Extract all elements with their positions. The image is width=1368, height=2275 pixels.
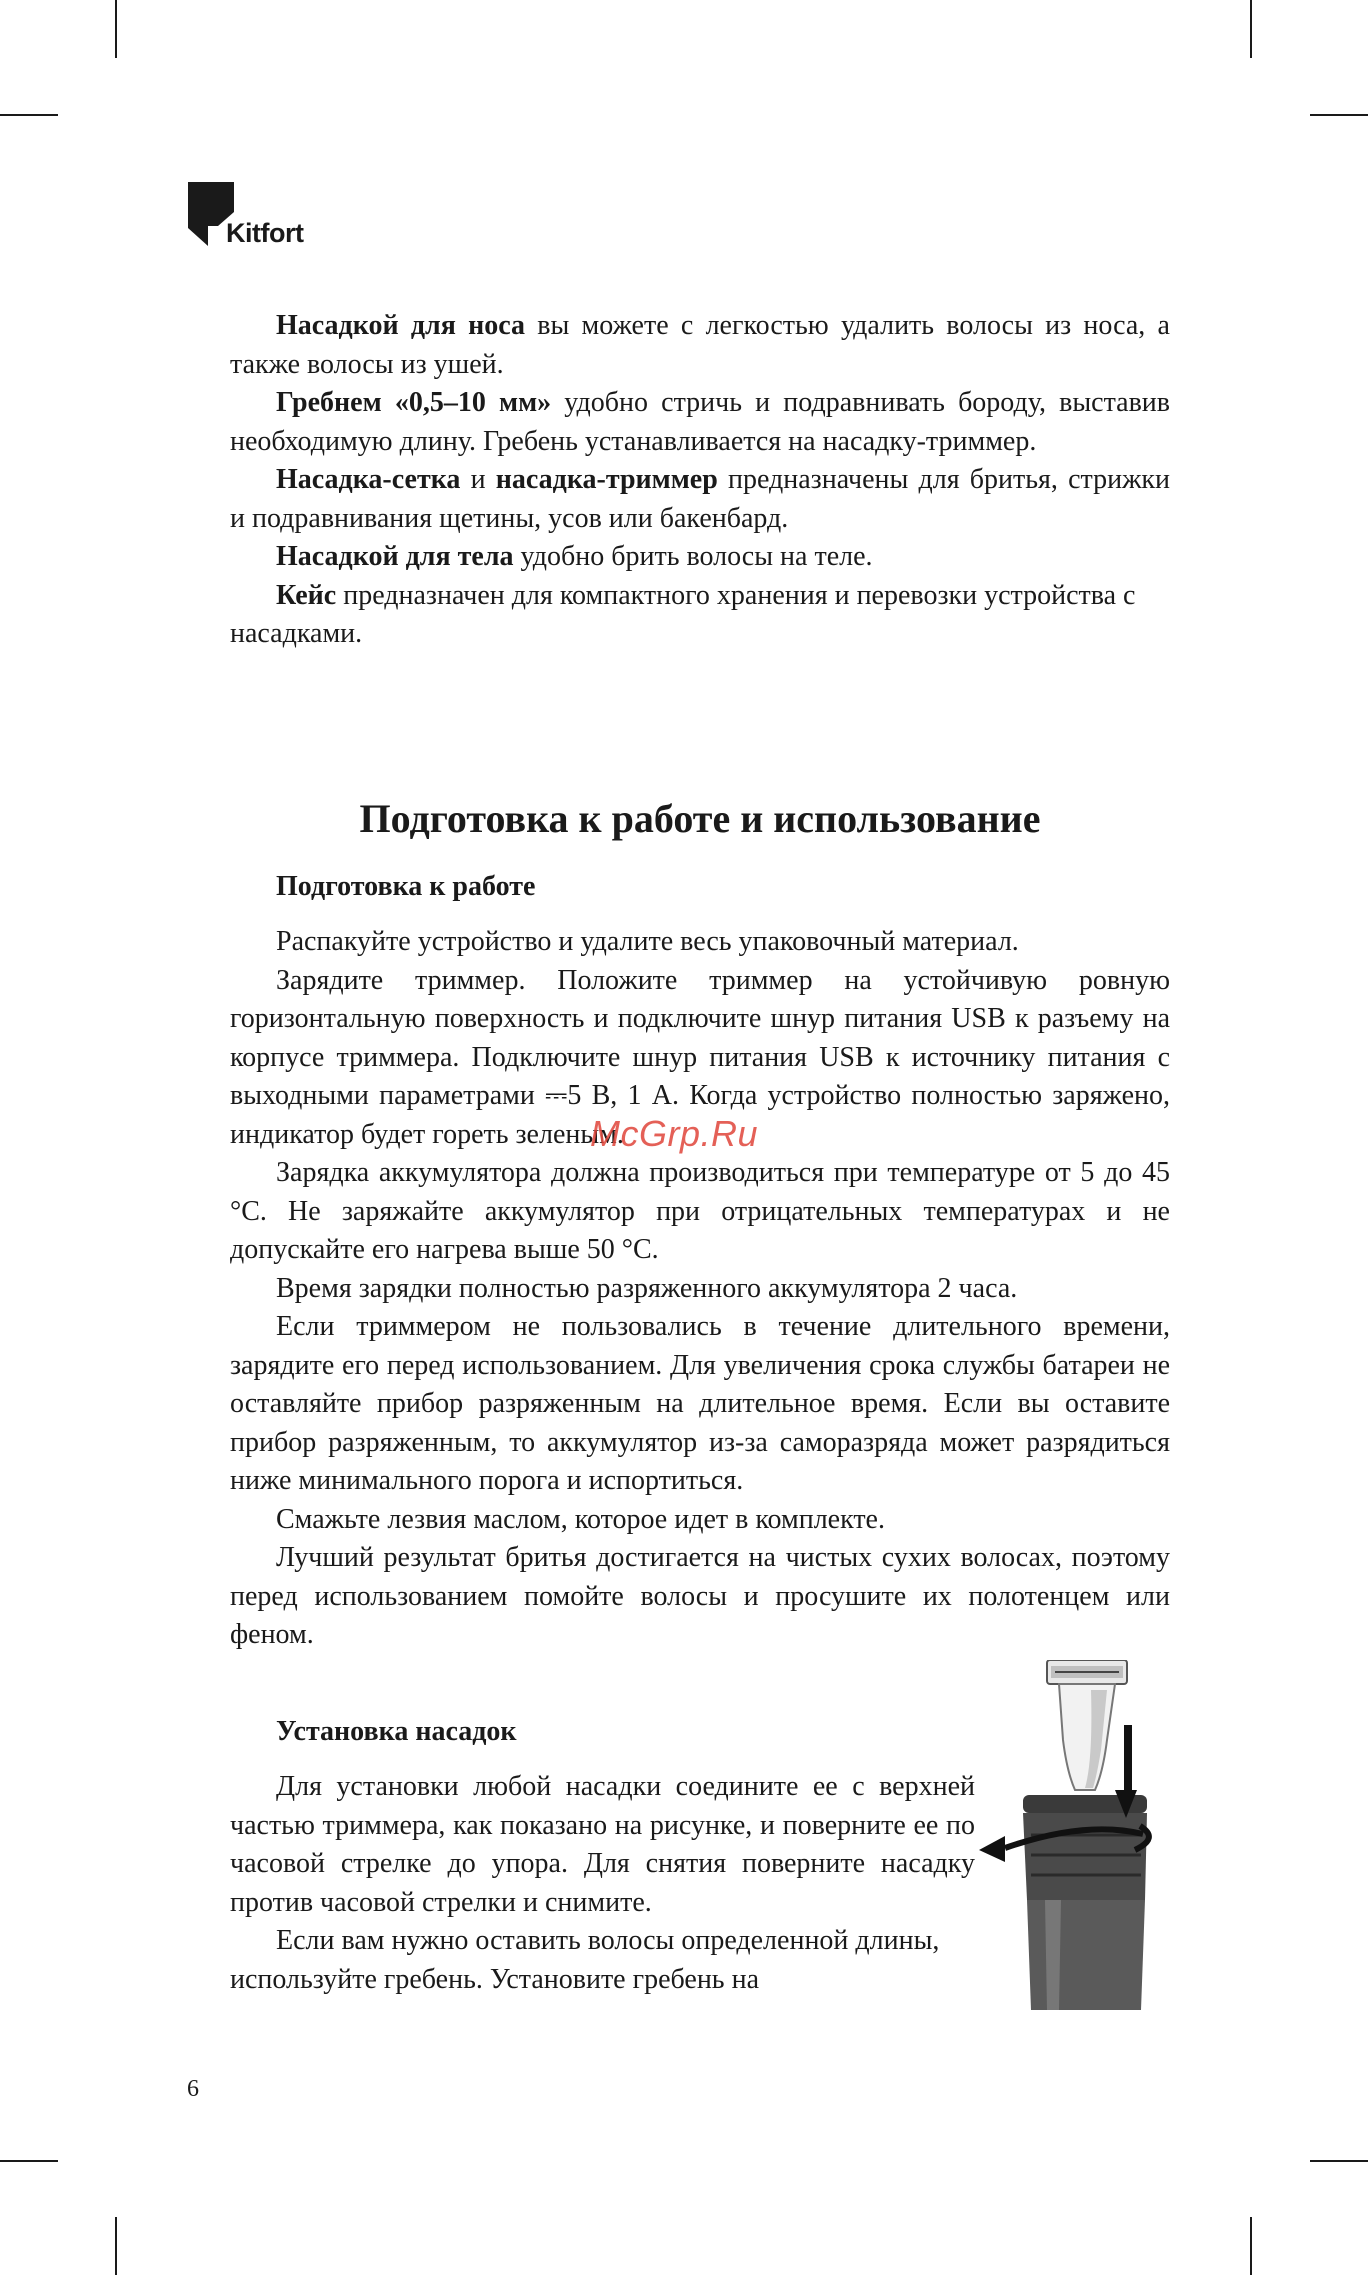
crop-mark (1250, 2217, 1252, 2275)
attach-section (230, 1768, 975, 1999)
crop-mark (0, 114, 58, 116)
paragraph-foil-trimmer: Насадка-сетка и насадка-триммер предназначены для бритья, стрижки и подравнивания щетины, усов или бакенбард. (230, 464, 1171, 534)
prep-heading: Подготовка к работе (276, 871, 536, 902)
paragraph-oil: Смажьте лезвия маслом, которое идет в комплекте. (276, 1503, 885, 1535)
crop-mark (115, 2217, 117, 2275)
page-number: 6 (187, 2076, 199, 2102)
attach-heading: Установка насадок (276, 1716, 517, 1747)
watermark: McGrp.Ru (590, 1113, 759, 1154)
paragraph-best-result: Лучший результат бритья достигается на чистых сухих волосах, поэтому перед использованием помойте волосы и просушите их полотенцем или феном. (230, 1542, 1170, 1650)
paragraph-charge-time: Время зарядки полностью разряженного аккумулятора 2 часа. (276, 1272, 1018, 1304)
prep-section (230, 923, 1170, 1655)
paragraph-charge: Зарядите триммер. Положите триммер на устойчивую ровную горизонтальную поверхность и подключите шнур питания USB к разъему на корпусе триммера. Подключите шнур питания USB к источнику питания с выходными параметрами ⎓5 В, 1 А. Когда устройство полностью заряжено, индикатор будет гореть зеленым. (230, 964, 1170, 1150)
intro-section (230, 307, 1170, 654)
paragraph-long-storage: Если триммером не пользовались в течение длительного времени, зарядите его перед использованием. Для увеличения срока службы батареи не оставляйте прибор разряженным на длительное время. Если вы оставите прибор разряженным, то аккумулятор из-за саморазряда может разрядиться ниже минимального порога и испортиться. (230, 1311, 1170, 1496)
crop-mark (1310, 2160, 1368, 2162)
trimmer-rotation-illustration (975, 1660, 1155, 2010)
section-title-wrap (230, 795, 1170, 843)
brand-logo (188, 182, 338, 252)
paragraph-install: Для установки любой насадки соедините ее с верхней частью триммера, как показано на рисунке, и поверните ее по часовой стрелке до упора. Для снятия поверните насадку против часовой стрелки и снимите. (230, 1771, 975, 1918)
paragraph-comb-length: Если вам нужно оставить волосы определенной длины, используйте гребень. Установите гребень на (230, 1925, 940, 1995)
crop-mark (0, 2160, 58, 2162)
crop-mark (1250, 0, 1252, 58)
crop-mark (1310, 114, 1368, 116)
section-title: Подготовка к работе и использование (359, 796, 1041, 841)
paragraph-unpack: Распакуйте устройство и удалите весь упаковочный материал. (276, 926, 1019, 957)
paragraph-nose-attachment: Насадкой для носа вы можете с легкостью удалить волосы из носа, а также волосы из ушей. (230, 310, 1170, 380)
crop-mark (115, 0, 117, 58)
paragraph-body-attachment: Насадкой для тела удобно брить волосы на теле. (276, 541, 873, 572)
brand-name: Kitfort (226, 218, 304, 248)
paragraph-comb: Гребнем «0,5–10 мм» удобно стричь и подравнивать бороду, выставив необходимую длину. Гребень устанавливается на насадку-триммер. (230, 387, 1170, 457)
paragraph-case: Кейс предназначен для компактного хранения и перевозки устройства с насадками. (230, 579, 1136, 649)
paragraph-temperature: Зарядка аккумулятора должна производиться при температуре от 5 до 45 °С. Не заряжайте аккумулятор при отрицательных температурах и не допускайте его нагрева выше 50 °С. (230, 1157, 1170, 1265)
